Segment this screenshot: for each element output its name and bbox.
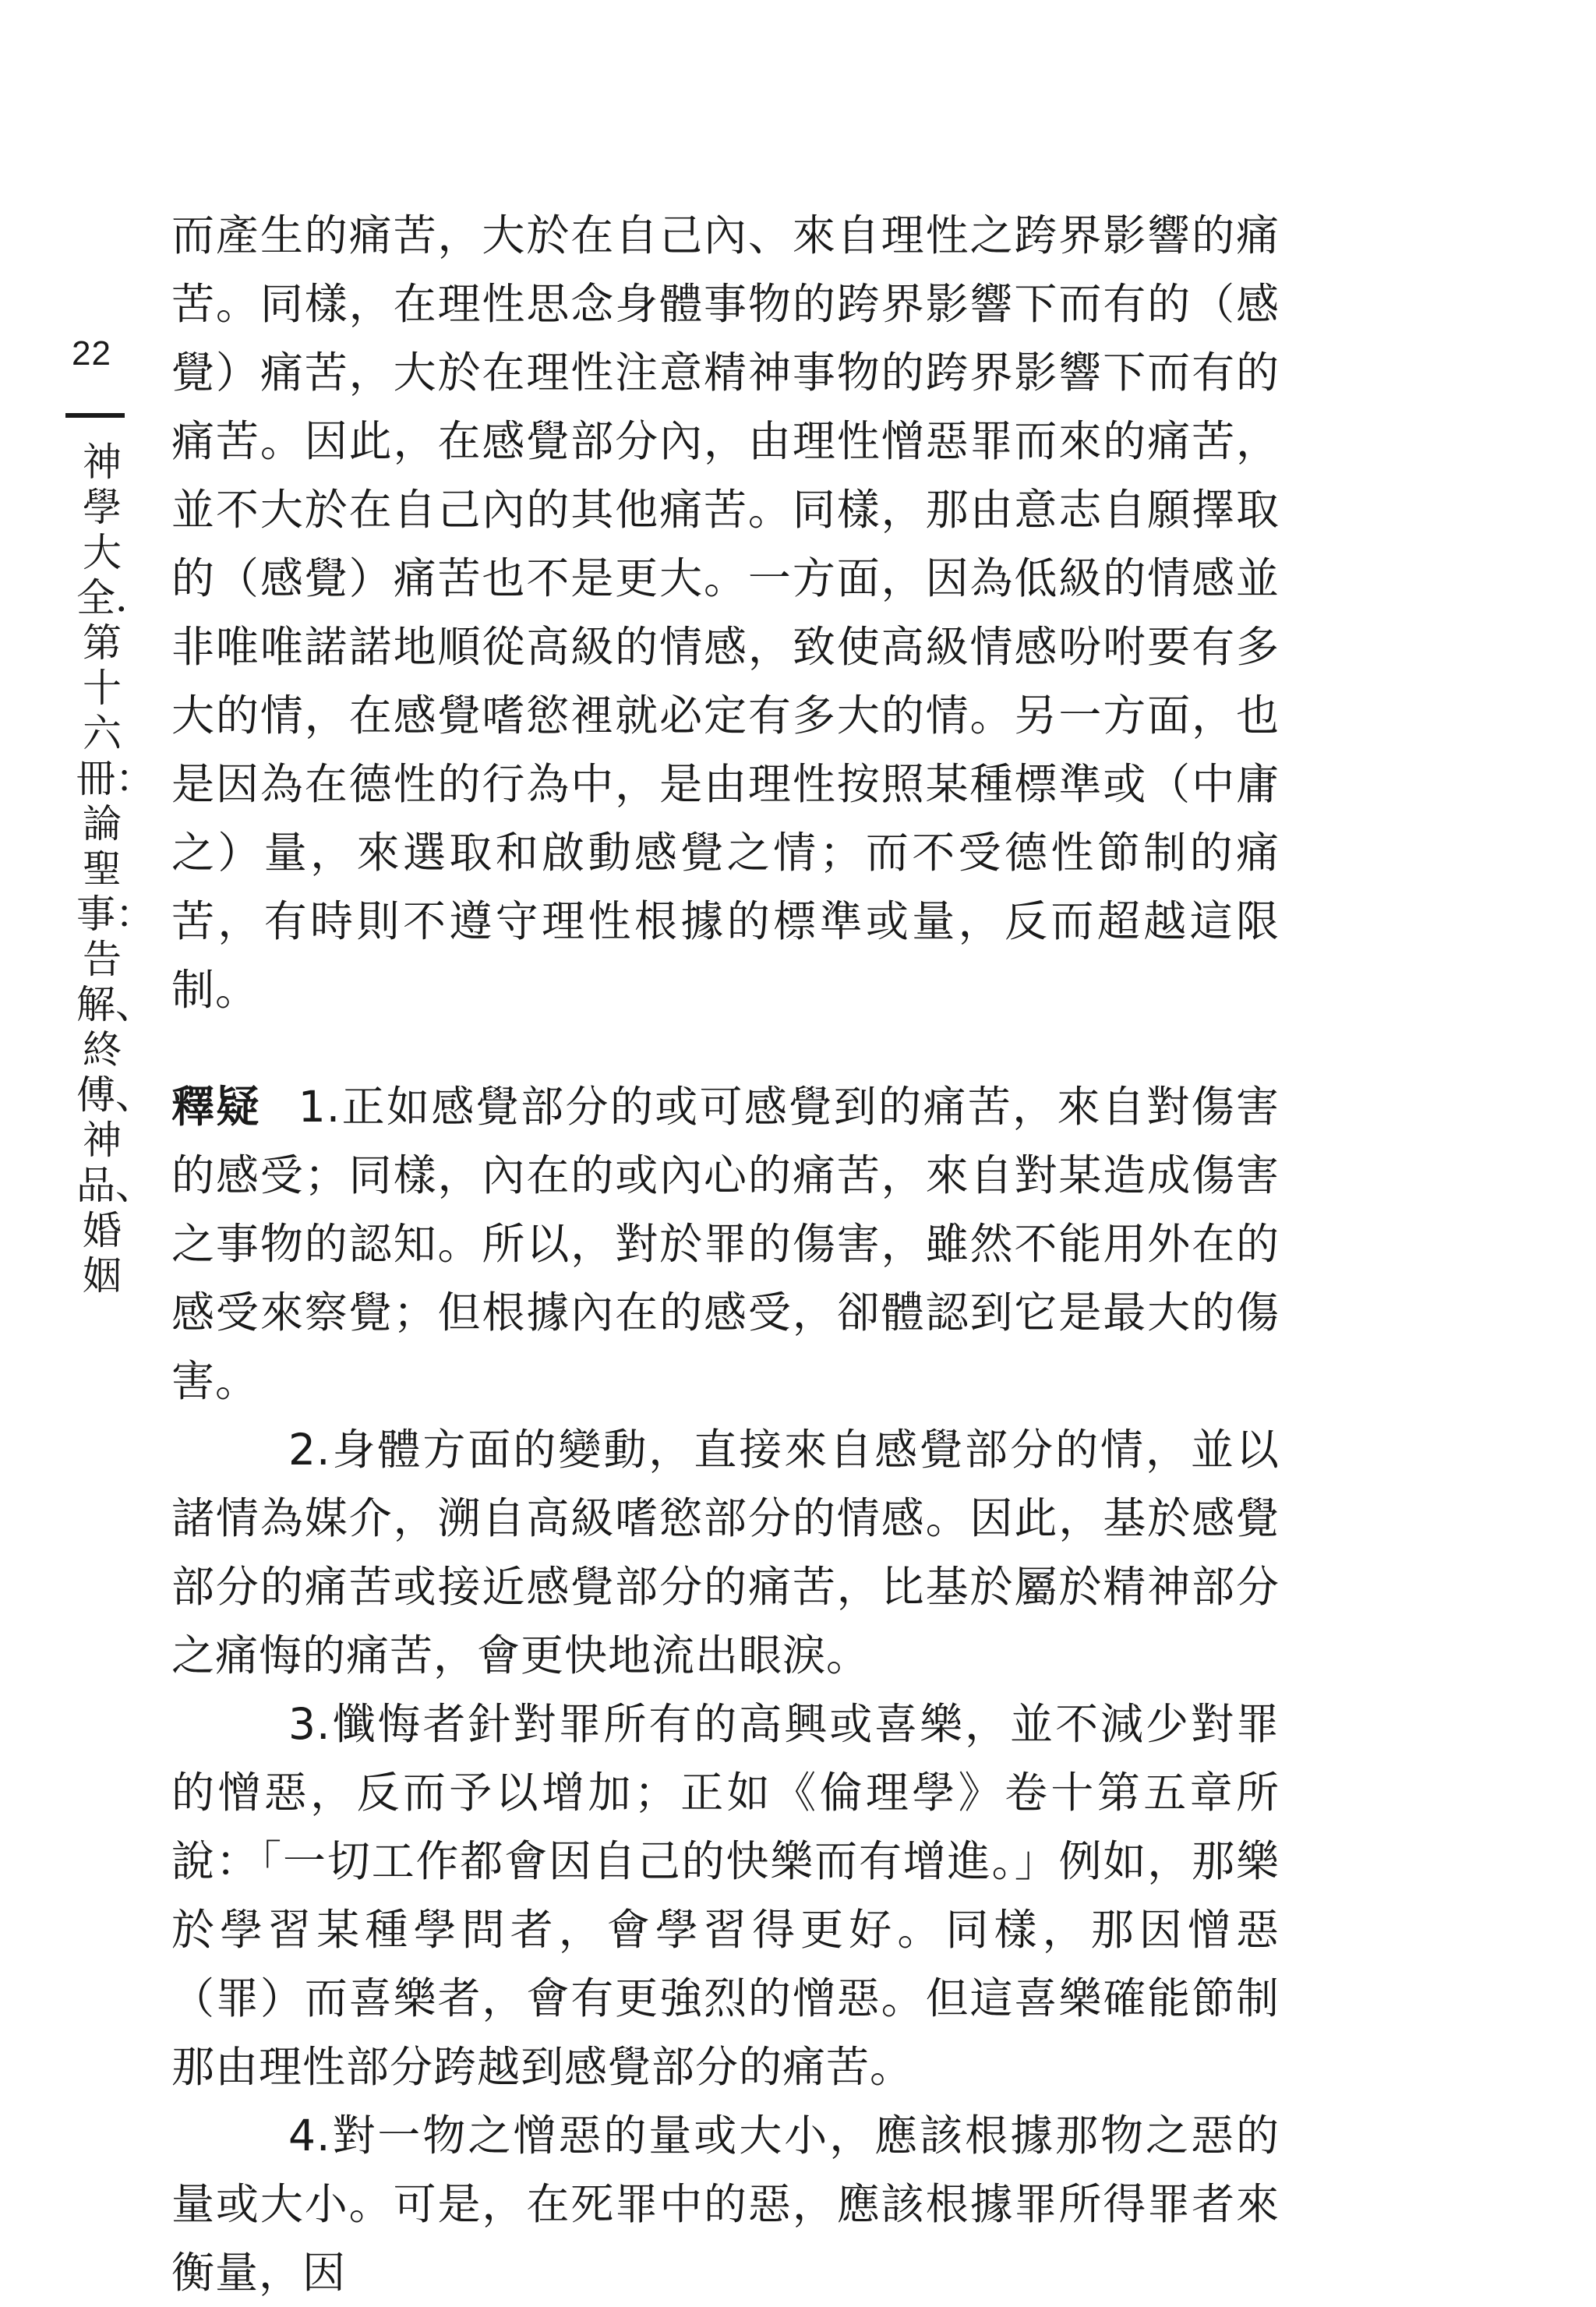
body-text: [171, 201, 1280, 2307]
page-number: 22: [72, 334, 111, 373]
intro-paragraph: 而產生的痛苦，大於在自己內、來自理性之跨界影響的痛苦。同樣，在理性思念身體事物的跨界影響下而有的（感覺）痛苦，大於在理性注意精神事物的跨界影響下而有的痛苦。因此，在感覺部分內，由理性憎惡罪而來的痛苦，並不大於在自己內的其他痛苦。同樣，那由意志自願擇取的（感覺）痛苦也不是更大。一方面，因為低級的情感並非唯唯諾諾地順從高級的情感，致使高級情感吩咐要有多大的情，在感覺嗜慾裡就必定有多大的情。另一方面，也是因為在德性的行為中，是由理性按照某種標準或（中庸之）量，來選取和啟動感覺之情；而不受德性節制的痛苦，有時則不遵守理性根據的標準或量，反而超越這限制。: [171, 210, 1280, 1015]
reply-paragraph-1: [171, 1072, 1280, 1415]
running-title: 神學大全．第十六冊：論聖事：告解、終傅、神品、婚姻: [76, 440, 154, 1298]
reply-paragraph-3: 3.懺悔者針對罪所有的高興或喜樂，並不減少對罪的憎惡，反而予以增加；正如《倫理學》卷十第五章所說：「一切工作都會因自己的快樂而有增進。」例如，那樂於學習某種學問者，會學習得更好。同樣，那因憎惡（罪）而喜樂者，會有更強烈的憎惡。但這喜樂確能節制那由理性部分跨越到感覺部分的痛苦。: [171, 1699, 1280, 2092]
reply-paragraph-4: 4.對一物之憎惡的量或大小，應該根據那物之惡的量或大小。可是，在死罪中的惡，應該根據罪所得罪者來衡量，因: [171, 2111, 1280, 2298]
reply-paragraph-2: 2.身體方面的變動，直接來自感覺部分的情，並以諸情為媒介，溯自高級嗜慾部分的情感。因此，基於感覺部分的痛苦或接近感覺部分的痛苦，比基於屬於精神部分之痛悔的痛苦，會更快地流出眼淚。: [171, 1425, 1280, 1680]
reply-label: 釋疑: [171, 1082, 261, 1132]
header-rule: [65, 413, 125, 418]
reply-1-text: 1.正如感覺部分的或可感覺到的痛苦，來自對傷害的感受；同樣，內在的或內心的痛苦，來自對某造成傷害之事物的認知。所以，對於罪的傷害，雖然不能用外在的感受來察覺；但根據內在的感受，卻體認到它是最大的傷害。: [171, 1082, 1280, 1406]
